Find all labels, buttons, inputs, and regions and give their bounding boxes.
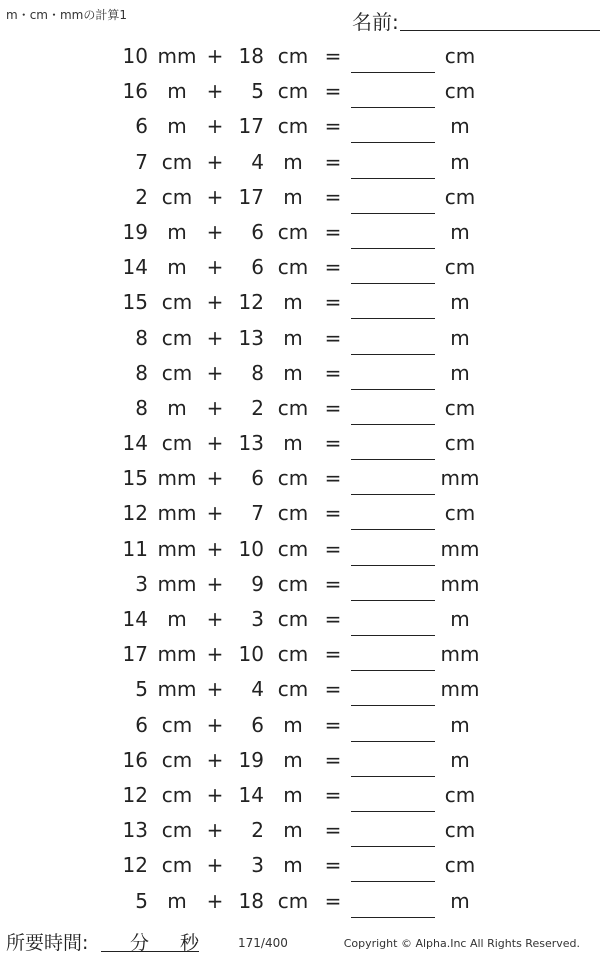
answer-unit: m [450,888,470,913]
equals-sign: = [324,44,342,68]
first-unit: m [167,255,187,280]
second-unit: cm [277,607,309,631]
second-number: 18 [238,888,264,913]
first-number: 5 [135,888,148,913]
second-number: 4 [251,149,264,174]
first-unit: cm [161,712,193,737]
equals-sign: = [324,571,342,596]
problem-row [0,708,600,743]
problem-row [0,884,600,919]
equals-sign: = [324,395,342,420]
answer-blank[interactable] [351,846,435,847]
answer-blank[interactable] [351,248,435,249]
second-unit: m [283,184,303,209]
second-unit: cm [277,79,309,104]
problem-row [0,39,600,74]
time-label: 所要時間: [6,932,89,954]
answer-blank[interactable] [351,881,435,882]
first-unit: m [167,888,187,913]
plus-sign: + [206,44,224,68]
page-number: 171/400 [238,936,288,950]
second-unit: cm [277,677,309,702]
answer-unit: cm [444,501,476,526]
first-unit: m [167,114,187,139]
problem-row [0,672,600,707]
answer-unit: m [450,290,470,315]
first-number: 8 [135,395,148,420]
plus-sign: + [206,888,224,913]
first-number: 13 [122,818,148,843]
equals-sign: = [324,360,342,385]
second-unit: cm [277,571,309,596]
plus-sign: + [206,114,224,139]
problem-row [0,778,600,813]
equals-sign: = [324,853,342,878]
first-number: 14 [122,431,148,456]
plus-sign: + [206,360,224,385]
first-number: 7 [135,149,148,174]
equals-sign: = [324,501,342,526]
first-number: 6 [135,114,148,139]
answer-blank[interactable] [351,424,435,425]
plus-sign: + [206,466,224,491]
answer-blank[interactable] [351,565,435,566]
first-unit: mm [157,536,197,561]
first-unit: cm [161,325,193,350]
answer-unit: cm [444,44,476,68]
plus-sign: + [206,149,224,174]
equals-sign: = [324,431,342,456]
problem-row [0,250,600,285]
answer-unit: cm [444,818,476,843]
first-number: 6 [135,712,148,737]
problem-row [0,813,600,848]
second-number: 3 [251,607,264,631]
answer-blank[interactable] [351,635,435,636]
second-number: 9 [251,571,264,596]
second-number: 5 [251,79,264,104]
problem-row [0,743,600,778]
answer-unit: cm [444,782,476,807]
second-number: 4 [251,677,264,702]
problem-row [0,426,600,461]
seconds-label: 秒 [180,932,200,954]
second-unit: cm [277,466,309,491]
problem-row [0,567,600,602]
first-unit: m [167,219,187,244]
equals-sign: = [324,466,342,491]
answer-blank[interactable] [351,917,435,918]
answer-unit: m [450,747,470,772]
problem-row [0,637,600,672]
second-number: 6 [251,466,264,491]
second-unit: cm [277,219,309,244]
plus-sign: + [206,677,224,702]
first-unit: cm [161,818,193,843]
equals-sign: = [324,290,342,315]
first-unit: cm [161,290,193,315]
answer-blank[interactable] [351,459,435,460]
second-number: 10 [238,536,264,561]
answer-unit: m [450,114,470,139]
answer-blank[interactable] [351,354,435,355]
second-number: 19 [238,747,264,772]
equals-sign: = [324,255,342,280]
equals-sign: = [324,536,342,561]
second-number: 14 [238,782,264,807]
answer-unit: mm [440,677,480,702]
first-number: 17 [122,642,148,667]
second-number: 12 [238,290,264,315]
first-number: 10 [122,44,148,68]
plus-sign: + [206,431,224,456]
first-number: 2 [135,184,148,209]
second-unit: m [283,747,303,772]
answer-unit: cm [444,395,476,420]
plus-sign: + [206,79,224,104]
second-unit: m [283,853,303,878]
equals-sign: = [324,607,342,631]
problem-row [0,285,600,320]
problem-row [0,109,600,144]
name-field[interactable] [400,30,600,31]
plus-sign: + [206,255,224,280]
problem-list [0,39,600,919]
second-unit: m [283,290,303,315]
problem-row [0,74,600,109]
second-number: 2 [251,818,264,843]
second-number: 13 [238,325,264,350]
plus-sign: + [206,747,224,772]
name-label: 名前: [352,10,399,34]
plus-sign: + [206,642,224,667]
second-number: 13 [238,431,264,456]
answer-blank[interactable] [351,72,435,73]
answer-blank[interactable] [351,142,435,143]
equals-sign: = [324,888,342,913]
worksheet-title: m・cm・mmの計算1 [6,8,127,22]
problem-row [0,321,600,356]
answer-unit: cm [444,184,476,209]
answer-blank[interactable] [351,776,435,777]
problem-row [0,391,600,426]
first-number: 15 [122,466,148,491]
answer-blank[interactable] [351,670,435,671]
plus-sign: + [206,607,224,631]
problem-row [0,461,600,496]
second-number: 6 [251,219,264,244]
second-number: 18 [238,44,264,68]
problem-row [0,496,600,531]
plus-sign: + [206,184,224,209]
first-number: 16 [122,747,148,772]
answer-unit: m [450,607,470,631]
problem-row [0,145,600,180]
second-number: 2 [251,395,264,420]
plus-sign: + [206,219,224,244]
second-unit: m [283,149,303,174]
first-unit: mm [157,677,197,702]
first-number: 5 [135,677,148,702]
first-unit: m [167,79,187,104]
second-number: 7 [251,501,264,526]
equals-sign: = [324,79,342,104]
plus-sign: + [206,712,224,737]
first-number: 12 [122,782,148,807]
plus-sign: + [206,818,224,843]
first-number: 3 [135,571,148,596]
first-unit: cm [161,782,193,807]
answer-unit: mm [440,536,480,561]
second-unit: cm [277,255,309,280]
answer-unit: m [450,360,470,385]
answer-unit: m [450,219,470,244]
answer-blank[interactable] [351,529,435,530]
answer-unit: cm [444,255,476,280]
first-number: 16 [122,79,148,104]
equals-sign: = [324,149,342,174]
answer-blank[interactable] [351,283,435,284]
problem-row [0,356,600,391]
equals-sign: = [324,325,342,350]
problem-row [0,532,600,567]
plus-sign: + [206,536,224,561]
second-unit: cm [277,44,309,68]
first-unit: cm [161,431,193,456]
answer-unit: mm [440,466,480,491]
second-unit: m [283,818,303,843]
second-number: 17 [238,114,264,139]
second-number: 17 [238,184,264,209]
equals-sign: = [324,642,342,667]
answer-blank[interactable] [351,600,435,601]
second-number: 3 [251,853,264,878]
first-number: 8 [135,325,148,350]
second-unit: cm [277,395,309,420]
first-number: 11 [122,536,148,561]
second-unit: m [283,431,303,456]
answer-blank[interactable] [351,107,435,108]
answer-blank[interactable] [351,318,435,319]
second-unit: m [283,712,303,737]
first-number: 8 [135,360,148,385]
first-unit: cm [161,853,193,878]
answer-blank[interactable] [351,705,435,706]
first-number: 12 [122,501,148,526]
second-number: 6 [251,712,264,737]
second-unit: m [283,782,303,807]
plus-sign: + [206,571,224,596]
first-unit: mm [157,501,197,526]
first-number: 14 [122,607,148,631]
answer-blank[interactable] [351,178,435,179]
answer-unit: cm [444,79,476,104]
second-unit: m [283,325,303,350]
second-unit: cm [277,888,309,913]
first-unit: cm [161,184,193,209]
minutes-label: 分 [130,932,150,954]
second-number: 8 [251,360,264,385]
first-number: 12 [122,853,148,878]
answer-unit: cm [444,431,476,456]
first-unit: m [167,395,187,420]
first-number: 19 [122,219,148,244]
plus-sign: + [206,325,224,350]
first-unit: mm [157,44,197,68]
second-number: 10 [238,642,264,667]
answer-blank[interactable] [351,811,435,812]
answer-blank[interactable] [351,389,435,390]
first-unit: cm [161,360,193,385]
answer-unit: mm [440,642,480,667]
problem-row [0,180,600,215]
equals-sign: = [324,219,342,244]
problem-row [0,602,600,637]
answer-blank[interactable] [351,741,435,742]
equals-sign: = [324,782,342,807]
copyright: Copyright © Alpha.Inc All Rights Reserved. [343,937,580,950]
second-unit: m [283,360,303,385]
equals-sign: = [324,712,342,737]
plus-sign: + [206,290,224,315]
plus-sign: + [206,395,224,420]
answer-blank[interactable] [351,213,435,214]
problem-row [0,848,600,883]
equals-sign: = [324,747,342,772]
equals-sign: = [324,114,342,139]
answer-unit: m [450,712,470,737]
plus-sign: + [206,782,224,807]
answer-unit: m [450,325,470,350]
problem-row [0,215,600,250]
name-area [352,6,592,34]
first-unit: cm [161,747,193,772]
equals-sign: = [324,677,342,702]
first-unit: mm [157,642,197,667]
second-unit: cm [277,642,309,667]
first-unit: m [167,607,187,631]
equals-sign: = [324,184,342,209]
first-unit: cm [161,149,193,174]
answer-unit: cm [444,853,476,878]
first-unit: mm [157,466,197,491]
first-number: 14 [122,255,148,280]
first-unit: mm [157,571,197,596]
second-unit: cm [277,536,309,561]
second-number: 6 [251,255,264,280]
equals-sign: = [324,818,342,843]
plus-sign: + [206,853,224,878]
answer-unit: mm [440,571,480,596]
second-unit: cm [277,114,309,139]
answer-unit: m [450,149,470,174]
answer-blank[interactable] [351,494,435,495]
plus-sign: + [206,501,224,526]
first-number: 15 [122,290,148,315]
second-unit: cm [277,501,309,526]
